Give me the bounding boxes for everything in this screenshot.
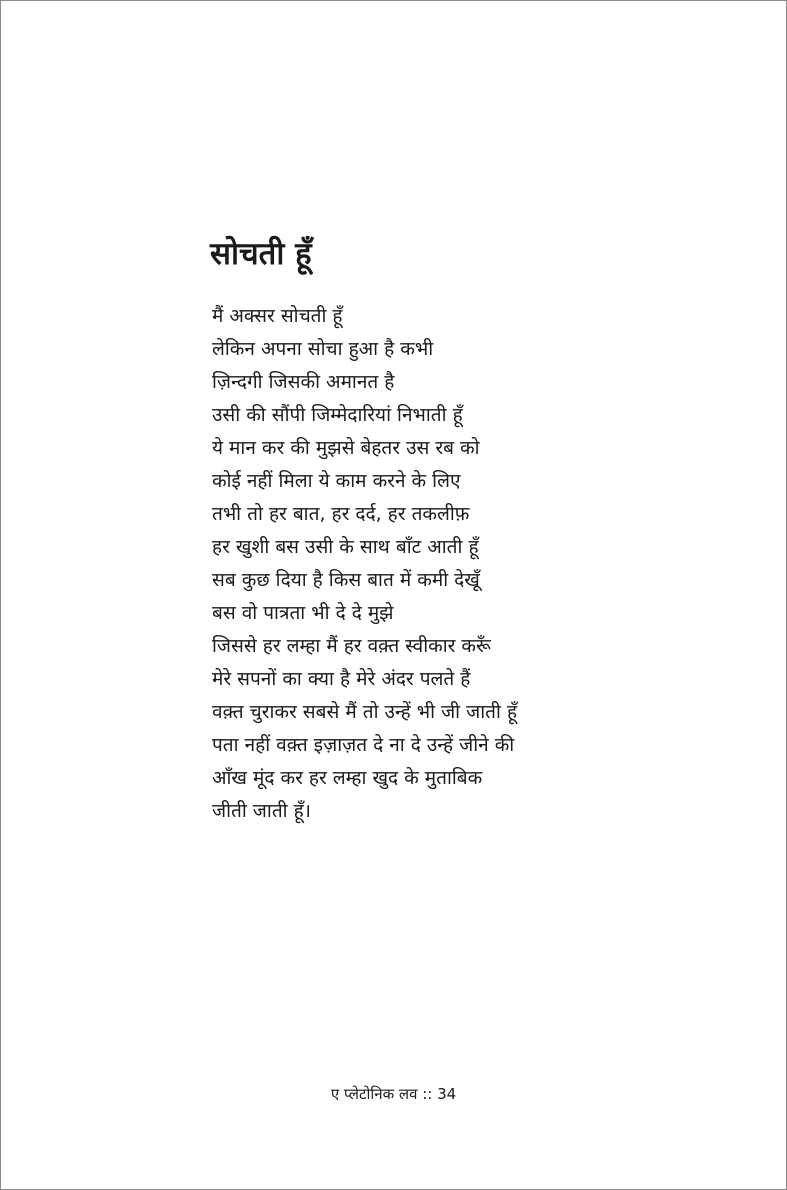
- poem-body: [212, 300, 517, 828]
- page-footer: ए प्लेटोनिक लव :: 34: [330, 1085, 457, 1103]
- poem-line: पता नहीं वक़्त इज़ाज़त दे ना दे उन्हें जीने की: [212, 734, 515, 756]
- poem-title: सोचती हूँ: [210, 236, 312, 272]
- poem-line: मैं अक्सर सोचती हूँ: [212, 305, 343, 327]
- poem-line: कोई नहीं मिला ये काम करने के लिए: [212, 470, 461, 492]
- poem-line: लेकिन अपना सोचा हुआ है कभी: [212, 338, 434, 360]
- poem-line: ज़िन्दगी जिसकी अमानत है: [212, 371, 395, 393]
- poem-line: हर खुशी बस उसी के साथ बाँट आती हूँ: [212, 536, 479, 558]
- poem-line: मेरे सपनों का क्या है मेरे अंदर पलते हैं: [212, 668, 471, 690]
- poem-line: वक़्त चुराकर सबसे मैं तो उन्हें भी जी जाती हूँ: [212, 701, 518, 723]
- poem-line: जीती जाती हूँ।: [212, 800, 311, 822]
- poem-line: बस वो पात्रता भी दे दे मुझे: [212, 602, 394, 624]
- poem-line: ये मान कर की मुझसे बेहतर उस रब को: [212, 437, 480, 459]
- poem-line: आँख मूंद कर हर लम्हा खुद के मुताबिक: [212, 767, 483, 789]
- poem-line: जिससे हर लम्हा मैं हर वक़्त स्वीकार करूँ: [212, 635, 491, 657]
- poem-line: उसी की सौंपी जिम्मेदारियां निभाती हूँ: [212, 404, 463, 426]
- poem-line: सब कुछ दिया है किस बात में कमी देखूँ: [212, 569, 480, 591]
- poem-line: तभी तो हर बात, हर दर्द, हर तकलीफ़: [212, 503, 470, 525]
